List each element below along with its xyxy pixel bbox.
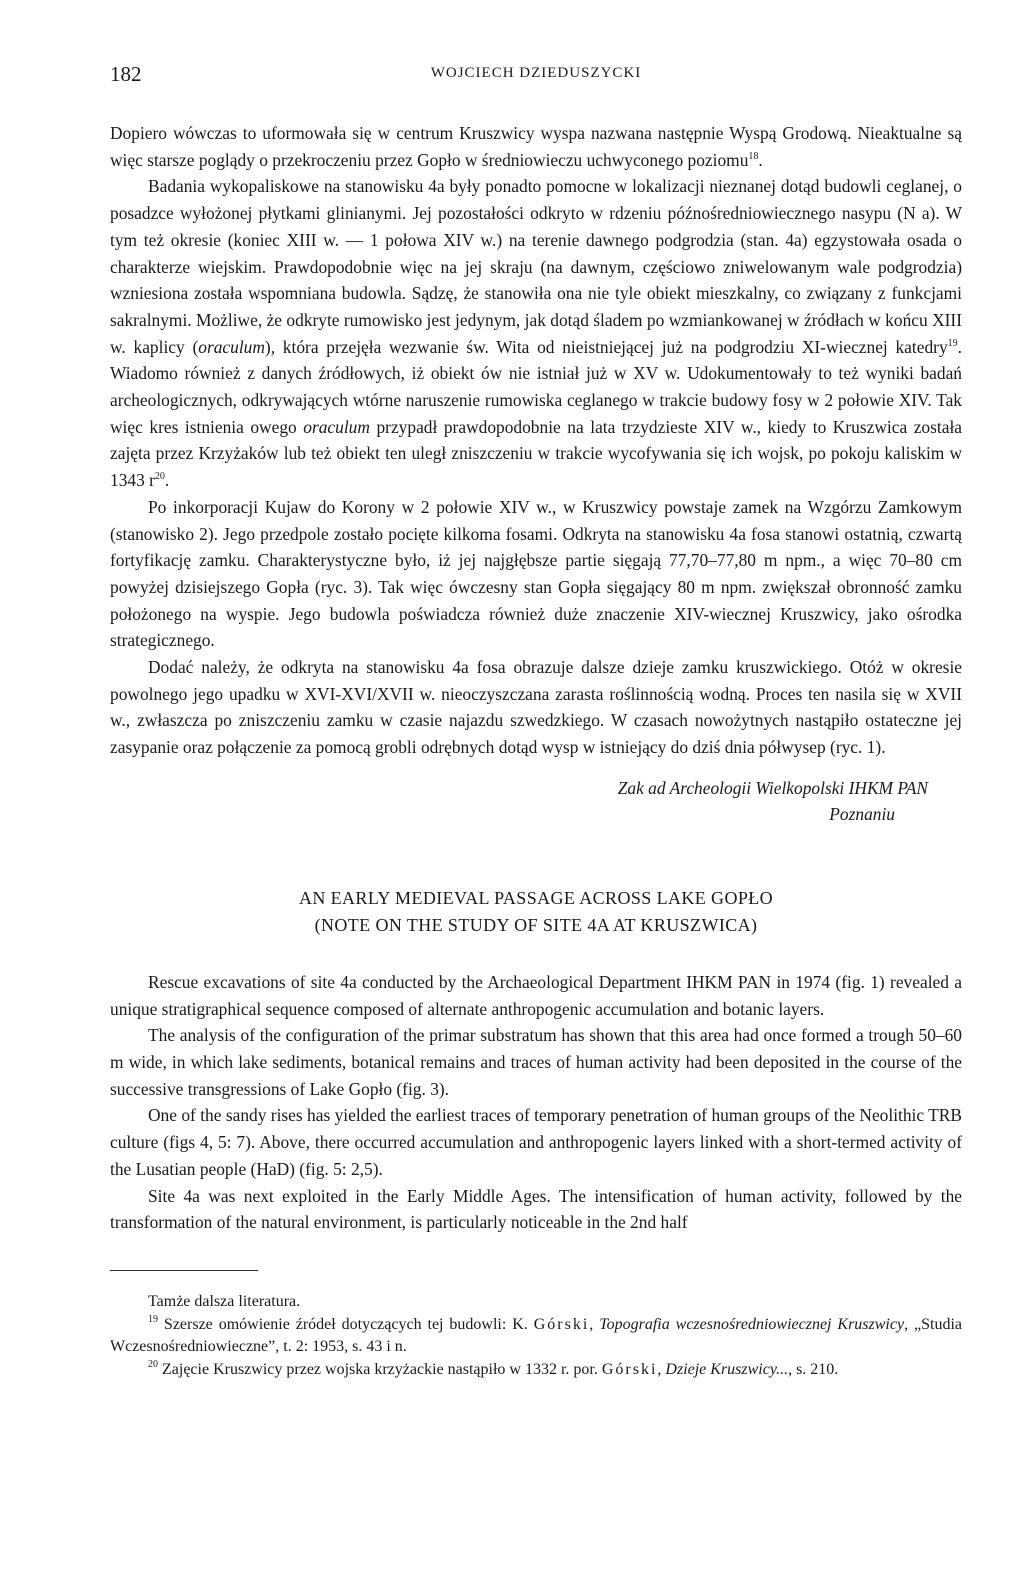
- footnote-divider: [110, 1270, 258, 1271]
- footnote-ref-19: 19: [947, 337, 958, 349]
- footnote-ref-18: 18: [748, 150, 759, 162]
- english-title-line-1: AN EARLY MEDIEVAL PASSAGE ACROSS LAKE GOPŁO: [298, 887, 774, 908]
- footnote-19: $^{19}$ Szersze omówienie źródeł dotyczących tej budowli: K. Górski, Topografia wczesnośredniowiecznej Kruszwicy, „Studia Wczesnośredniowieczne”, t. 2: 1953, s. 43 i n.: [110, 1313, 962, 1356]
- paragraph-3: Po inkorporacji Kujaw do Korony w 2 połowie XIV w., w Kruszwicy powstaje zamek na Wzgórzu Zamkowym (stanowisko 2). Jego przedpole zostało pocięte kilkoma fosami. Odkryta na stanowisku 4a fosa stanowi ostatnią, czwartą fortyfikację zamku. Charakterystyczne było, iż jej najgłębsze partie sięgają 77,70–77,80 m npm., a więc 70–80 cm powyżej dzisiejszego Gopła (ryc. 3). Tak więc ówczesny stan Gopła sięgający 80 m npm. zwiększał obronność zamku położonego na wyspie. Jego budowla poświadcza również duże znaczenie XIV-wiecznej Kruszwicy, jako ośrodka strategicznego.: [110, 496, 962, 651]
- english-summary: [110, 969, 962, 1236]
- english-paragraph-2: The analysis of the configuration of the primar substratum has shown that this area had once formed a trough 50–60 m wide, in which lake sediments, botanical remains and traces of human activity had been deposited in the course of the successive transgressions of Lake Gopło (fig. 3).: [110, 1025, 962, 1099]
- english-paragraph-4: Site 4a was next exploited in the Early Middle Ages. The intensification of human activity, followed by the transformation of the natural environment, is particularly noticeable in the 2nd half: [110, 1185, 962, 1233]
- footnotes: [110, 1291, 962, 1381]
- paragraph-1: Dopiero wówczas to uformowała się w centrum Kruszwicy wyspa nazwana następnie Wyspą Grodową. Nieaktualne są więc starsze poglądy o przekroczeniu przez Gopło w średniowieczu uchwyconego poziomu$^{18}$.: [110, 123, 962, 170]
- affiliation: [110, 775, 962, 827]
- affiliation-institute: Zak ad Archeologii Wielkopolski IHKM PAN: [617, 777, 928, 798]
- english-summary-title: [110, 885, 962, 939]
- footnote-ref-20: 20: [154, 471, 165, 483]
- paragraph-2: Badania wykopaliskowe na stanowisku 4a były ponadto pomocne w lokalizacji nieznanej dotąd budowli ceglanej, o posadzce wyłożonej płytkami glinianymi. Jej pozostałości odkryto w rdzeniu późnośredniowiecznego nasypu (N a). W tym też okresie (koniec XIII w. — 1 połowa XIV w.) na terenie dawnego podgrodzia (stan. 4a) egzystowała osada o charakterze wiejskim. Prawdopodobnie więc na jej skraju (na dawnym, częściowo zniwelowanym wale podgrodzia) wzniesiona została wspomniana budowla. Sądzę, że stanowiła ona nie tyle obiekt mieszkalny, co związany z funkcjami sakralnymi. Możliwe, że odkryte rumowisko jest jedynym, jak dotąd śladem po wzmiankowanej w źródłach w końcu XIII w. kaplicy (oraculum), która przejęła wezwanie św. Wita od nieistniejącej już na podgrodziu XI-wiecznej katedry$^{19}$. Wiadomo również z danych źródłowych, iż obiekt ów nie istniał już w XV w. Udokumentowały to też wyniki badań archeologicznych, odkrywających wtórne naruszenie rumowiska ceglanego w trakcie budowy fosy w 2 połowie XIV. Tak więc kres istnienia owego oraculum przypadł prawdopodobnie na lata trzydzieste XIV w., kiedy to Kruszwica została zajęta przez Krzyżaków lub też obiekt ten uległ zniszczeniu w trakcie wycofywania się ich wojsk, po pokoju kaliskim w 1343 $r^{20}$.: [110, 176, 962, 491]
- english-title-line-2: (NOTE ON THE STUDY OF SITE 4A AT KRUSZWICA): [314, 914, 758, 935]
- running-head: WOJCIECH DZIEDUSZYCKI: [430, 65, 642, 81]
- page-number: 182: [110, 62, 142, 86]
- footnote-18: Tamże dalsza literatura.: [148, 1292, 301, 1310]
- english-paragraph-3: One of the sandy rises has yielded the earliest traces of temporary penetration of human groups of the Neolithic TRB culture (figs 4, 5: 7). Above, there occurred accumulation and anthropogenic layers linked with a short-termed activity of the Lusatian people (HaD) (fig. 5: 2,5).: [110, 1105, 962, 1179]
- document-body: [110, 120, 962, 1381]
- affiliation-city: Poznaniu: [829, 803, 895, 824]
- english-paragraph-1: Rescue excavations of site 4a conducted by the Archaeological Department IHKM PAN in 1974 (fig. 1) revealed a unique stratigraphical sequence composed of alternate anthropogenic accumulation and botanic layers.: [110, 971, 962, 1019]
- page-header: [110, 62, 962, 92]
- footnote-20: $^{20}$ Zajęcie Kruszwicy przez wojska krzyżackie nastąpiło w 1332 r. por. Górski, Dzieje Kruszwicy..., s. 210.: [148, 1358, 839, 1378]
- paragraph-4: Dodać należy, że odkryta na stanowisku 4a fosa obrazuje dalsze dzieje zamku kruszwickiego. Otóż w okresie powolnego jego upadku w XVI-XVI/XVII w. nieoczyszczana zarasta roślinnością wodną. Proces ten nasila się w XVII w., zwłaszcza po zniszczeniu zamku w czasie najazdu szwedzkiego. W czasach nowożytnych nastąpiło ostateczne jej zasypanie oraz połączenie za pomocą grobli odrębnych dotąd wysp w istniejący do dziś dnia półwysep (ryc. 1).: [110, 657, 962, 758]
